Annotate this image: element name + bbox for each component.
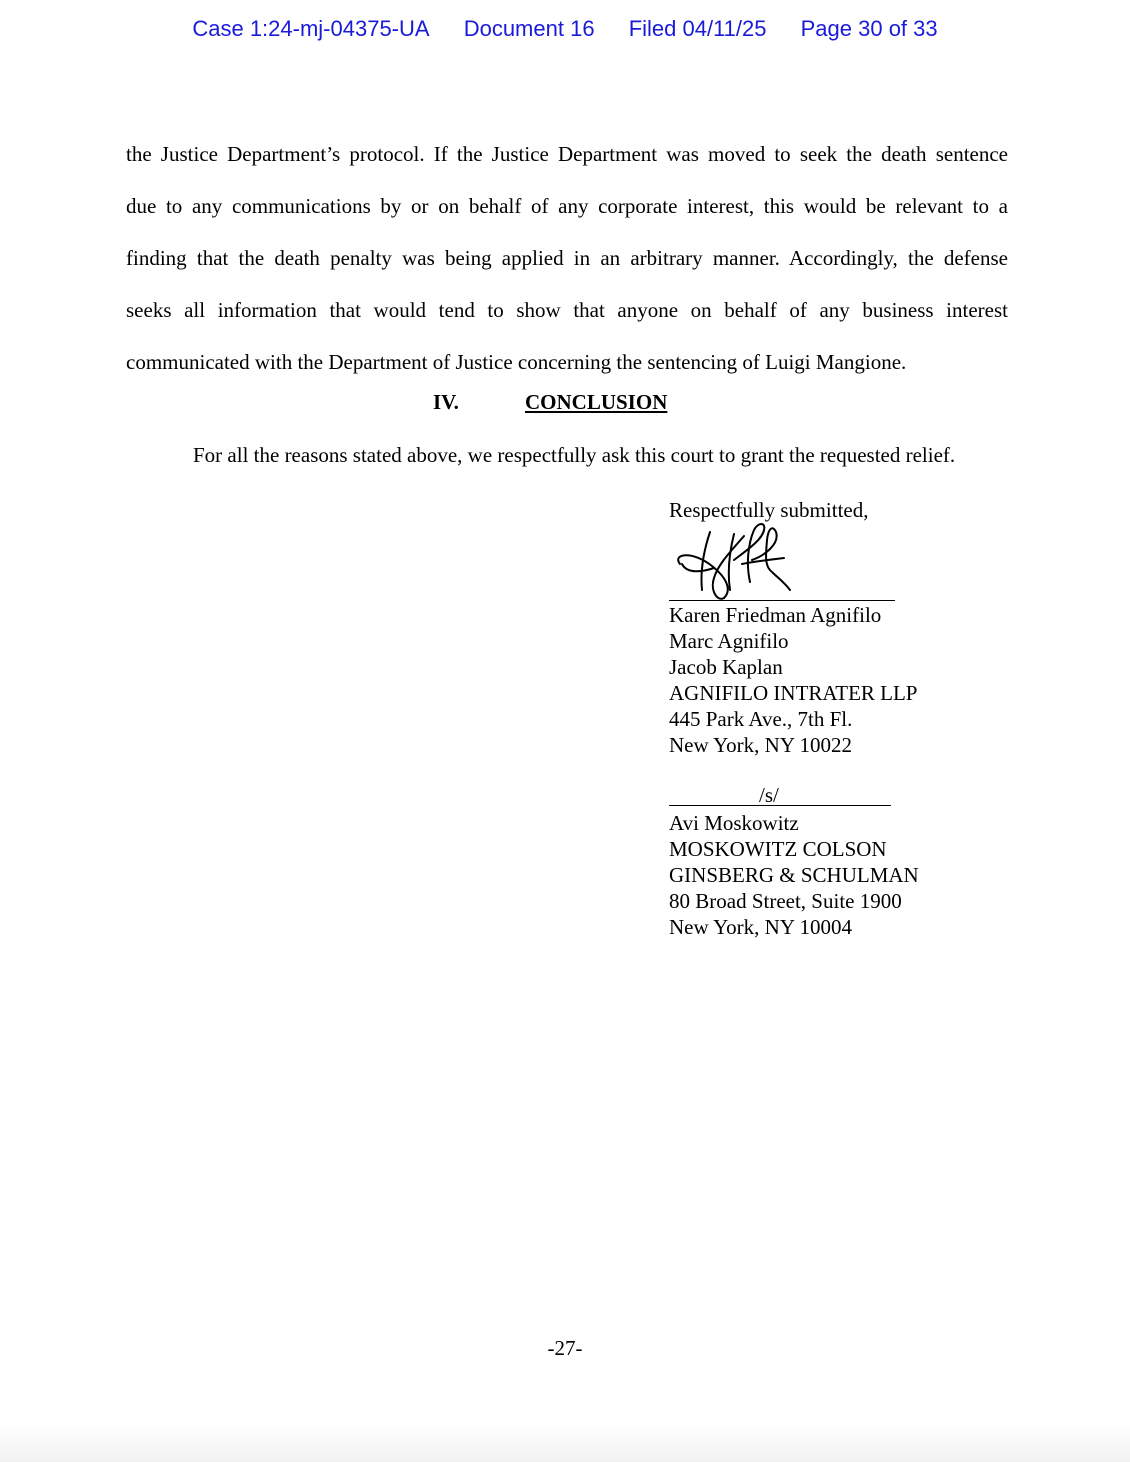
firm-city: New York, NY 10022 — [669, 733, 852, 757]
body-line: communicated with the Department of Justice concerning the sentencing of Luigi Mangione. — [126, 350, 907, 374]
firm-city: New York, NY 10004 — [669, 915, 852, 939]
filed-date: Filed 04/11/25 — [628, 16, 767, 41]
signatory-name: Karen Friedman Agnifilo — [669, 603, 882, 627]
firm-name: MOSKOWITZ COLSON — [669, 837, 887, 861]
body-line: seeks all information that would tend to show that anyone on behalf of any business interest — [126, 298, 1008, 322]
signature-line — [669, 805, 891, 806]
handwritten-signature — [672, 520, 797, 602]
signature-line — [669, 600, 895, 601]
page-number: -27- — [547, 1336, 583, 1360]
signatory-name: Avi Moskowitz — [669, 811, 799, 835]
firm-address: 80 Broad Street, Suite 1900 — [669, 889, 902, 913]
firm-address: 445 Park Ave., 7th Fl. — [669, 707, 853, 731]
closing-phrase: Respectfully submitted, — [669, 498, 869, 522]
section-number: IV. — [433, 390, 459, 414]
signatory-name: Jacob Kaplan — [669, 655, 783, 679]
document-number: Document 16 — [463, 16, 595, 41]
conclusion-text: For all the reasons stated above, we respectfully ask this court to grant the requested relief. — [193, 443, 956, 467]
ecf-header-stamp — [0, 16, 1130, 42]
body-line: finding that the death penalty was being applied in an arbitrary manner. Accordingly, the defense — [126, 246, 1008, 270]
body-paragraph — [126, 128, 1008, 388]
electronic-signature-mark: /s/ — [759, 783, 779, 807]
signature-block-2 — [669, 810, 919, 940]
firm-name: GINSBERG & SCHULMAN — [669, 863, 919, 887]
firm-name: AGNIFILO INTRATER LLP — [669, 681, 918, 705]
page-count: Page 30 of 33 — [800, 16, 938, 41]
body-line: the Justice Department’s protocol. If the Justice Department was moved to seek the death sentence — [126, 142, 1008, 166]
signatory-name: Marc Agnifilo — [669, 629, 789, 653]
signature-block-1 — [669, 602, 917, 758]
case-number: Case 1:24-mj-04375-UA — [192, 16, 430, 41]
page-edge — [0, 1422, 1130, 1462]
section-title: CONCLUSION — [525, 390, 668, 414]
body-line: due to any communications by or on behalf of any corporate interest, this would be relevant to a — [126, 194, 1008, 218]
